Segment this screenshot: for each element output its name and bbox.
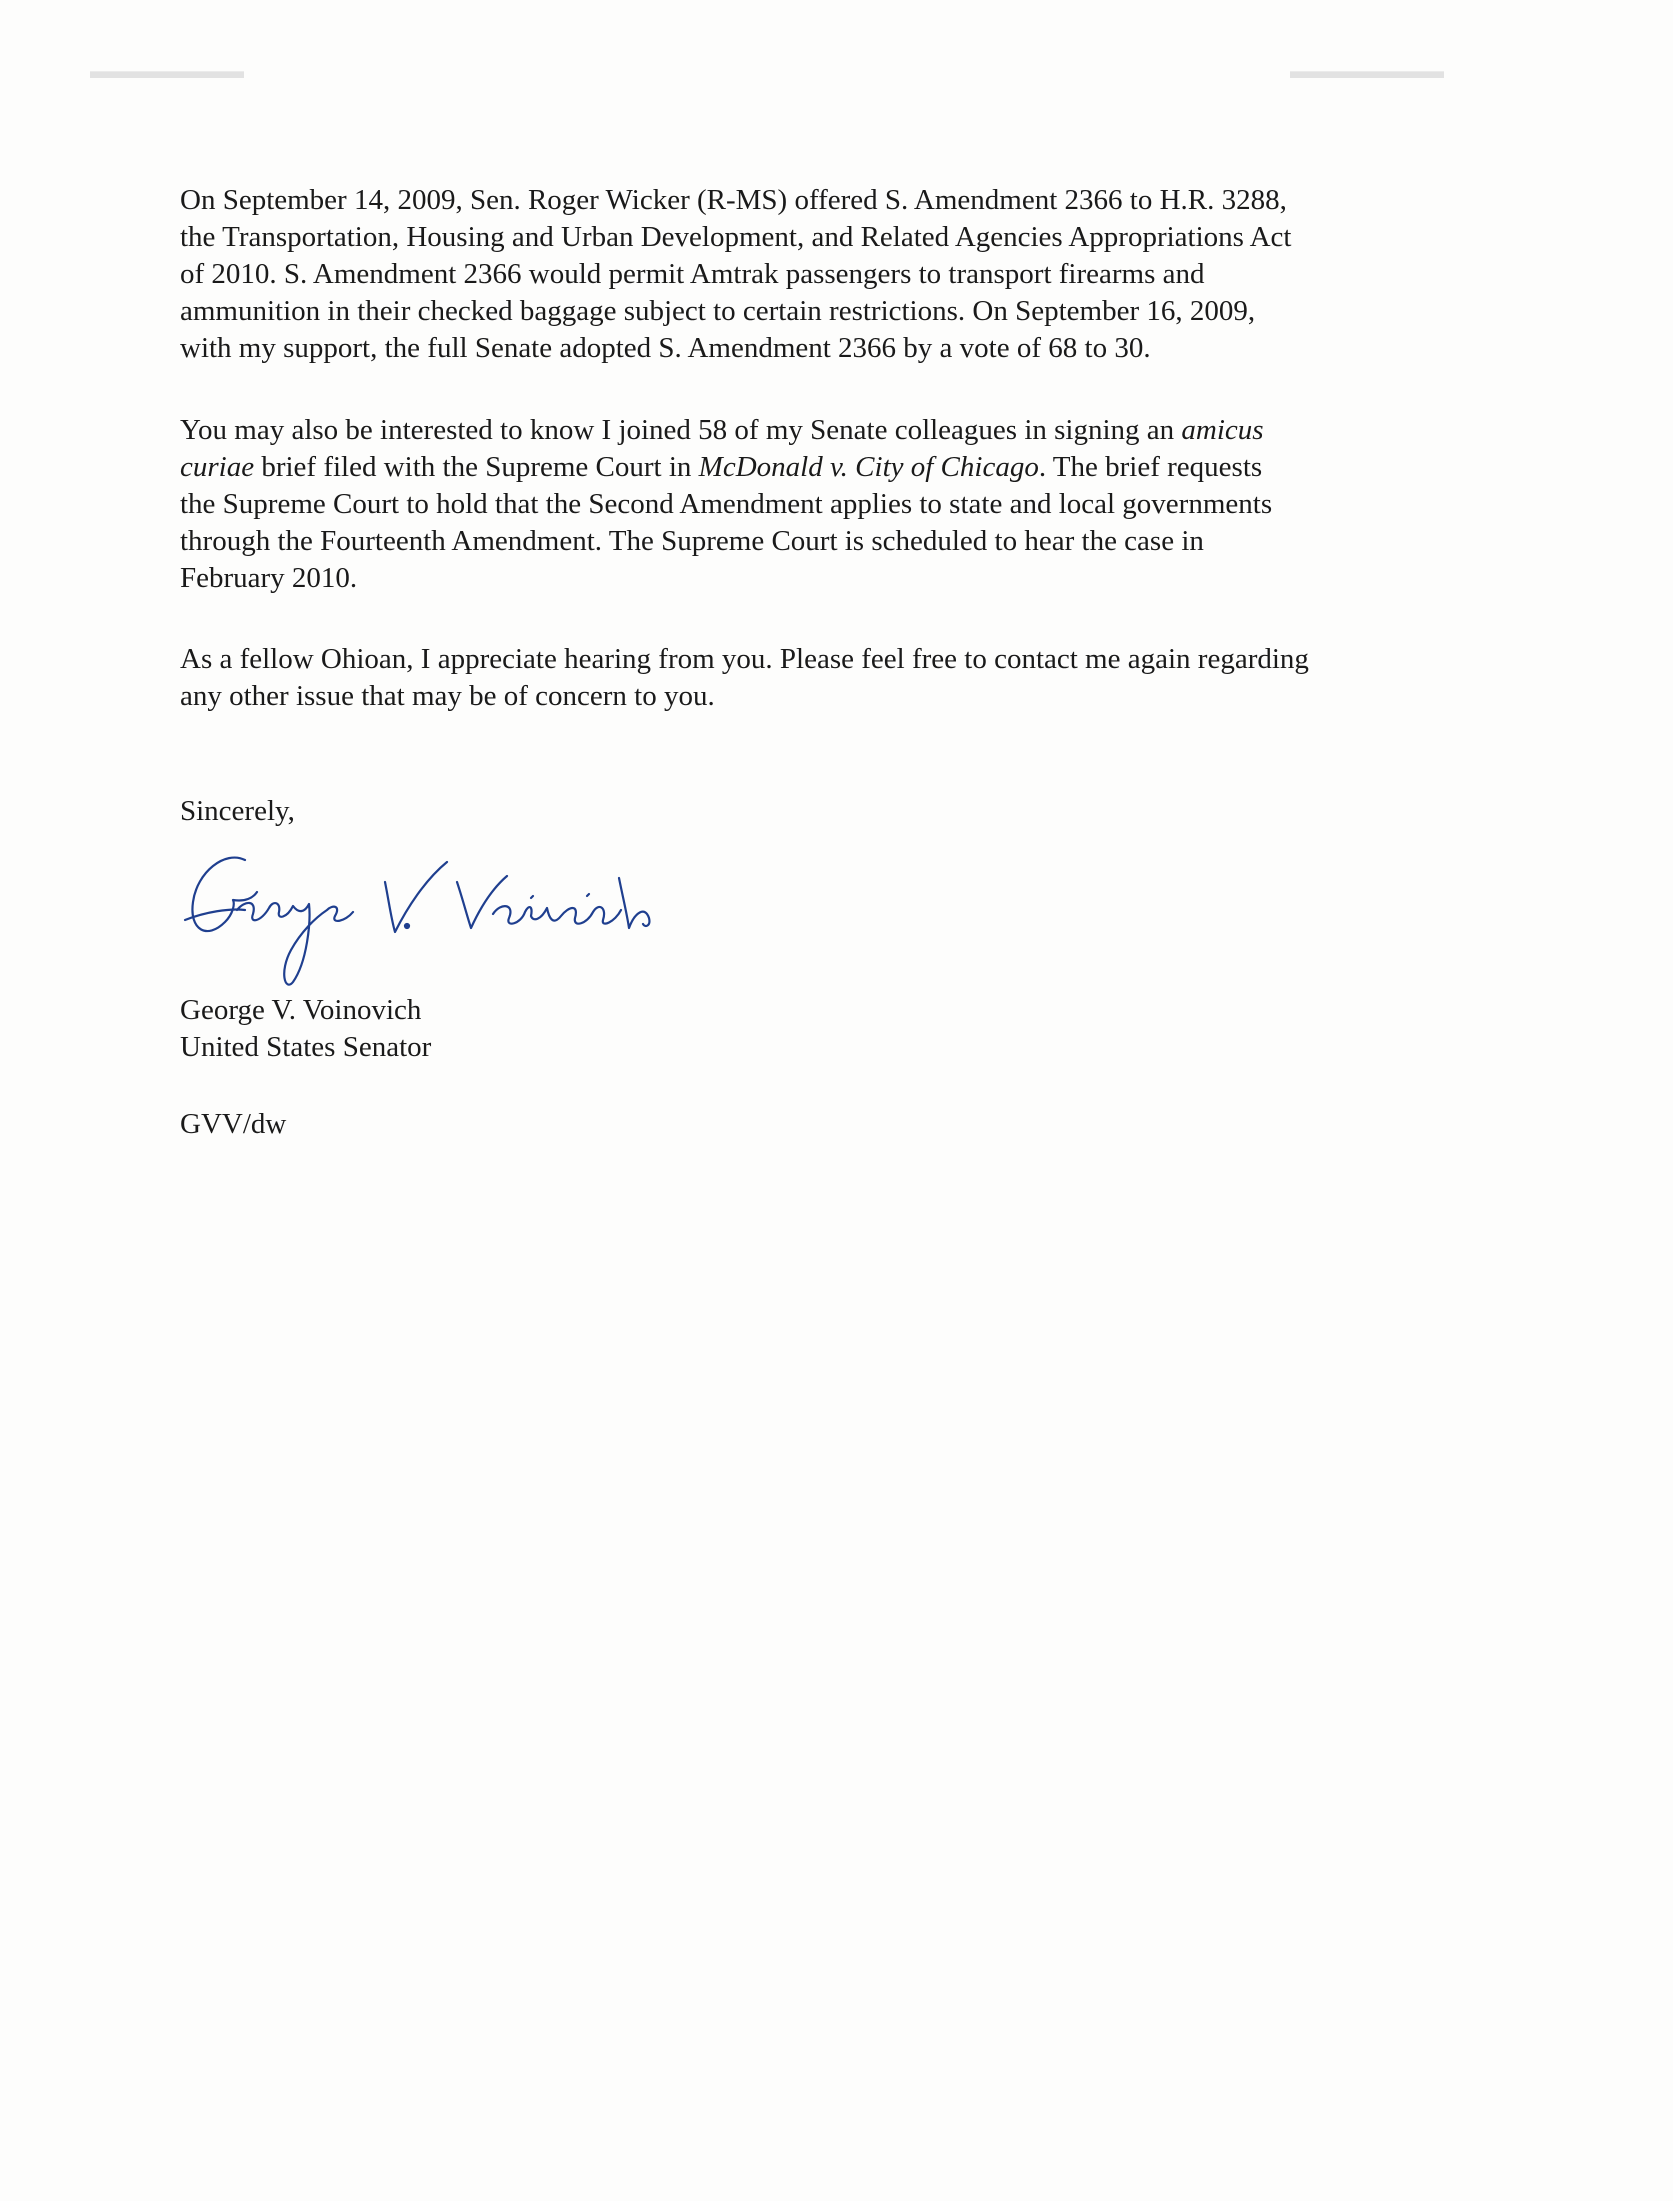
- paragraph-line: the Supreme Court to hold that the Second Amendment applies to state and local governments: [180, 488, 1273, 520]
- paragraph-line: with my support, the full Senate adopted S. Amendment 2366 by a vote of 68 to 30.: [180, 332, 1151, 364]
- italic-term: amicus: [1181, 414, 1264, 446]
- bleed-through-mark-left: ▬▬▬▬▬▬▬: [90, 58, 244, 83]
- paragraph-line: February 2010.: [180, 562, 358, 594]
- signer-title: United States Senator: [180, 1031, 432, 1063]
- handwritten-signature: [175, 842, 665, 992]
- paragraph-closing-remarks: [180, 641, 1480, 715]
- paragraph-line: [180, 449, 1480, 486]
- closing-salutation: Sincerely,: [180, 795, 295, 827]
- paragraph-line: ammunition in their checked baggage subject to certain restrictions. On September 16, 2009,: [180, 295, 1256, 327]
- paragraph-text: . The brief requests: [1038, 451, 1263, 483]
- paragraph-line: the Transportation, Housing and Urban Development, and Related Agencies Appropriations Act: [180, 221, 1292, 253]
- paragraph-line: As a fellow Ohioan, I appreciate hearing from you. Please feel free to contact me again regarding: [180, 643, 1309, 675]
- case-name: McDonald v. City of Chicago: [698, 451, 1039, 483]
- paragraph-line: On September 14, 2009, Sen. Roger Wicker (R-MS) offered S. Amendment 2366 to H.R. 3288,: [180, 184, 1287, 216]
- italic-term: curiae: [180, 451, 255, 483]
- paragraph-text: You may also be interested to know I joined 58 of my Senate colleagues in signing an: [180, 414, 1182, 446]
- bleed-through-mark-right: ▬▬▬▬▬▬▬: [1290, 58, 1444, 83]
- paragraph-line: any other issue that may be of concern to you.: [180, 680, 715, 712]
- paragraph-text: brief filed with the Supreme Court in: [254, 451, 699, 483]
- paragraph-line: of 2010. S. Amendment 2366 would permit Amtrak passengers to transport firearms and: [180, 258, 1205, 290]
- signer-name: George V. Voinovich: [180, 994, 422, 1026]
- paragraph-amicus-brief: [180, 412, 1480, 597]
- paragraph-line: [180, 412, 1480, 449]
- paragraph-amtrak-amendment: [180, 182, 1480, 367]
- paragraph-line: through the Fourteenth Amendment. The Supreme Court is scheduled to hear the case in: [180, 525, 1204, 557]
- reference-initials: GVV/dw: [180, 1108, 287, 1140]
